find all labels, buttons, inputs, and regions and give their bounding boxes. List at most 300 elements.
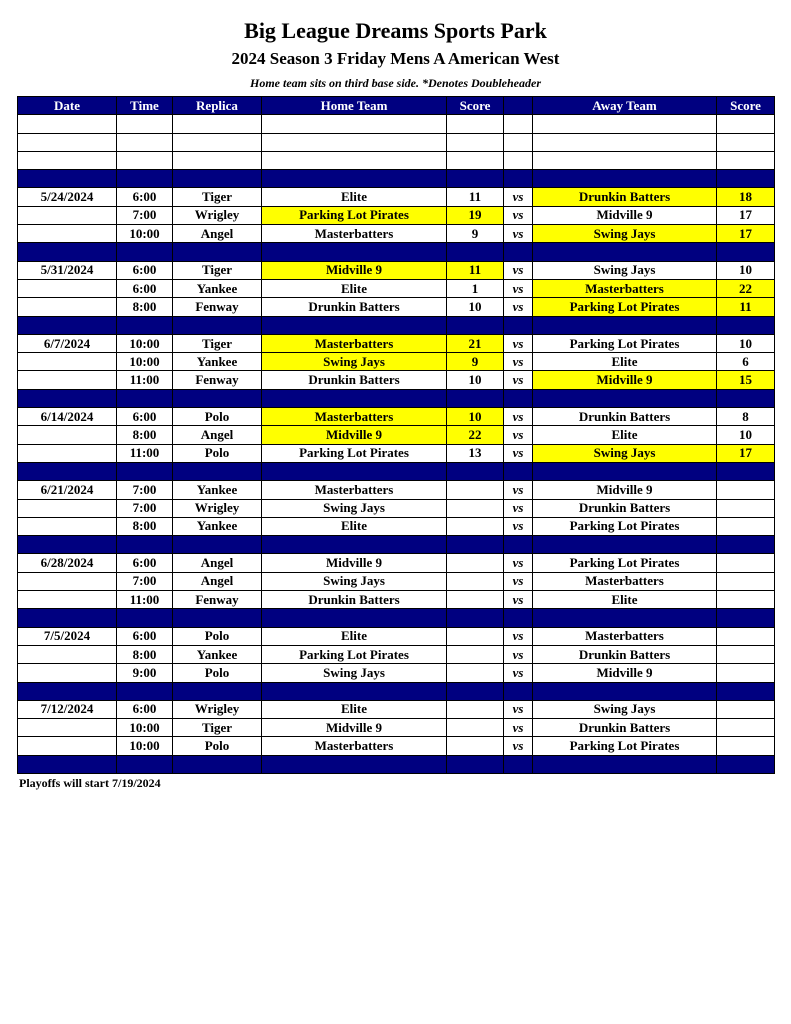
empty-cell bbox=[533, 389, 717, 407]
schedule-body bbox=[18, 115, 775, 774]
empty-cell bbox=[117, 682, 173, 700]
home-score: 11 bbox=[447, 261, 504, 279]
game-time: 6:00 bbox=[117, 261, 173, 279]
week-separator bbox=[18, 316, 775, 334]
home-score bbox=[447, 481, 504, 499]
empty-cell bbox=[533, 243, 717, 261]
game-row bbox=[18, 645, 775, 663]
empty-cell bbox=[717, 316, 775, 334]
game-replica-field: Tiger bbox=[173, 261, 262, 279]
empty-cell bbox=[504, 389, 533, 407]
home-team: Midville 9 bbox=[262, 719, 447, 737]
empty-cell bbox=[18, 755, 117, 773]
empty-cell bbox=[533, 151, 717, 169]
home-team: Elite bbox=[262, 700, 447, 718]
home-team: Swing Jays bbox=[262, 353, 447, 371]
col-header-home-team: Home Team bbox=[262, 97, 447, 115]
empty-cell bbox=[447, 462, 504, 480]
empty-cell bbox=[262, 115, 447, 133]
away-team: Swing Jays bbox=[533, 261, 717, 279]
empty-cell bbox=[717, 755, 775, 773]
game-date bbox=[18, 371, 117, 389]
game-date: 6/7/2024 bbox=[18, 334, 117, 352]
empty-cell bbox=[173, 115, 262, 133]
empty-cell bbox=[262, 170, 447, 188]
away-team: Elite bbox=[533, 591, 717, 609]
empty-cell bbox=[533, 462, 717, 480]
game-date: 7/12/2024 bbox=[18, 700, 117, 718]
game-time: 6:00 bbox=[117, 627, 173, 645]
game-date: 6/14/2024 bbox=[18, 408, 117, 426]
away-score bbox=[717, 737, 775, 755]
game-row bbox=[18, 481, 775, 499]
game-row bbox=[18, 627, 775, 645]
empty-cell bbox=[117, 389, 173, 407]
home-score bbox=[447, 499, 504, 517]
game-replica-field: Polo bbox=[173, 444, 262, 462]
game-row bbox=[18, 261, 775, 279]
home-score bbox=[447, 664, 504, 682]
game-time: 8:00 bbox=[117, 298, 173, 316]
vs-label: vs bbox=[504, 444, 533, 462]
empty-cell bbox=[533, 755, 717, 773]
vs-label: vs bbox=[504, 719, 533, 737]
game-row bbox=[18, 719, 775, 737]
game-time: 6:00 bbox=[117, 279, 173, 297]
game-date bbox=[18, 426, 117, 444]
home-score: 13 bbox=[447, 444, 504, 462]
empty-cell bbox=[18, 151, 117, 169]
empty-cell bbox=[262, 133, 447, 151]
away-team: Masterbatters bbox=[533, 279, 717, 297]
home-team: Drunkin Batters bbox=[262, 298, 447, 316]
vs-label: vs bbox=[504, 591, 533, 609]
game-time: 6:00 bbox=[117, 188, 173, 206]
game-time: 10:00 bbox=[117, 719, 173, 737]
home-score bbox=[447, 554, 504, 572]
game-date bbox=[18, 444, 117, 462]
empty-cell bbox=[447, 151, 504, 169]
home-team: Swing Jays bbox=[262, 664, 447, 682]
game-row bbox=[18, 298, 775, 316]
away-score: 8 bbox=[717, 408, 775, 426]
game-replica-field: Polo bbox=[173, 737, 262, 755]
game-replica-field: Yankee bbox=[173, 517, 262, 535]
home-team: Elite bbox=[262, 188, 447, 206]
game-replica-field: Tiger bbox=[173, 334, 262, 352]
away-team: Elite bbox=[533, 353, 717, 371]
empty-cell bbox=[504, 462, 533, 480]
empty-cell bbox=[173, 151, 262, 169]
home-score: 11 bbox=[447, 188, 504, 206]
week-separator bbox=[18, 682, 775, 700]
away-team: Midville 9 bbox=[533, 664, 717, 682]
game-date bbox=[18, 298, 117, 316]
home-team: Midville 9 bbox=[262, 261, 447, 279]
empty-cell bbox=[117, 151, 173, 169]
home-team: Elite bbox=[262, 279, 447, 297]
empty-cell bbox=[447, 609, 504, 627]
away-score bbox=[717, 645, 775, 663]
empty-cell bbox=[117, 115, 173, 133]
game-date bbox=[18, 719, 117, 737]
away-score: 22 bbox=[717, 279, 775, 297]
empty-cell bbox=[504, 170, 533, 188]
vs-label: vs bbox=[504, 206, 533, 224]
game-time: 10:00 bbox=[117, 737, 173, 755]
game-row bbox=[18, 188, 775, 206]
away-team: Swing Jays bbox=[533, 700, 717, 718]
game-replica-field: Wrigley bbox=[173, 700, 262, 718]
empty-cell bbox=[533, 115, 717, 133]
week-separator bbox=[18, 609, 775, 627]
home-team: Masterbatters bbox=[262, 225, 447, 243]
game-time: 7:00 bbox=[117, 481, 173, 499]
empty-cell bbox=[504, 755, 533, 773]
empty-cell bbox=[173, 389, 262, 407]
away-score bbox=[717, 554, 775, 572]
empty-cell bbox=[262, 462, 447, 480]
game-replica-field: Angel bbox=[173, 572, 262, 590]
vs-label: vs bbox=[504, 298, 533, 316]
empty-cell bbox=[173, 170, 262, 188]
game-row bbox=[18, 554, 775, 572]
away-score: 10 bbox=[717, 261, 775, 279]
away-team: Parking Lot Pirates bbox=[533, 517, 717, 535]
home-team: Parking Lot Pirates bbox=[262, 645, 447, 663]
empty-cell bbox=[262, 389, 447, 407]
empty-cell bbox=[262, 682, 447, 700]
game-row bbox=[18, 737, 775, 755]
game-row bbox=[18, 426, 775, 444]
vs-label: vs bbox=[504, 279, 533, 297]
away-score: 11 bbox=[717, 298, 775, 316]
away-score: 17 bbox=[717, 225, 775, 243]
home-score: 21 bbox=[447, 334, 504, 352]
empty-cell bbox=[18, 170, 117, 188]
empty-cell bbox=[262, 243, 447, 261]
game-date: 6/21/2024 bbox=[18, 481, 117, 499]
empty-cell bbox=[717, 151, 775, 169]
empty-cell bbox=[717, 115, 775, 133]
empty-cell bbox=[504, 151, 533, 169]
week-separator bbox=[18, 170, 775, 188]
game-row bbox=[18, 371, 775, 389]
game-replica-field: Angel bbox=[173, 225, 262, 243]
vs-label: vs bbox=[504, 371, 533, 389]
game-replica-field: Yankee bbox=[173, 353, 262, 371]
game-date bbox=[18, 279, 117, 297]
empty-cell bbox=[717, 243, 775, 261]
empty-cell bbox=[504, 536, 533, 554]
game-replica-field: Fenway bbox=[173, 591, 262, 609]
home-team: Swing Jays bbox=[262, 499, 447, 517]
game-replica-field: Wrigley bbox=[173, 206, 262, 224]
home-score: 1 bbox=[447, 279, 504, 297]
empty-cell bbox=[173, 316, 262, 334]
empty-cell bbox=[262, 755, 447, 773]
game-date: 5/24/2024 bbox=[18, 188, 117, 206]
home-score bbox=[447, 737, 504, 755]
game-time: 6:00 bbox=[117, 408, 173, 426]
empty-cell bbox=[173, 755, 262, 773]
away-team: Midville 9 bbox=[533, 481, 717, 499]
empty-cell bbox=[717, 133, 775, 151]
empty-cell bbox=[504, 682, 533, 700]
blank-row bbox=[18, 133, 775, 151]
vs-label: vs bbox=[504, 572, 533, 590]
home-team: Drunkin Batters bbox=[262, 591, 447, 609]
home-team: Elite bbox=[262, 627, 447, 645]
home-score: 10 bbox=[447, 298, 504, 316]
empty-cell bbox=[117, 755, 173, 773]
away-score bbox=[717, 481, 775, 499]
game-replica-field: Tiger bbox=[173, 188, 262, 206]
empty-cell bbox=[117, 536, 173, 554]
home-team: Drunkin Batters bbox=[262, 371, 447, 389]
game-time: 11:00 bbox=[117, 591, 173, 609]
game-row bbox=[18, 408, 775, 426]
game-replica-field: Yankee bbox=[173, 481, 262, 499]
blank-row bbox=[18, 115, 775, 133]
away-score: 17 bbox=[717, 206, 775, 224]
game-row bbox=[18, 444, 775, 462]
empty-cell bbox=[717, 609, 775, 627]
vs-label: vs bbox=[504, 645, 533, 663]
away-team: Midville 9 bbox=[533, 371, 717, 389]
empty-cell bbox=[173, 609, 262, 627]
away-team: Drunkin Batters bbox=[533, 499, 717, 517]
away-score bbox=[717, 591, 775, 609]
vs-label: vs bbox=[504, 225, 533, 243]
blank-row bbox=[18, 151, 775, 169]
game-time: 6:00 bbox=[117, 554, 173, 572]
home-team: Masterbatters bbox=[262, 408, 447, 426]
home-score: 10 bbox=[447, 371, 504, 389]
schedule-table bbox=[17, 96, 775, 774]
empty-cell bbox=[533, 536, 717, 554]
vs-label: vs bbox=[504, 334, 533, 352]
home-team: Masterbatters bbox=[262, 481, 447, 499]
game-time: 9:00 bbox=[117, 664, 173, 682]
game-replica-field: Polo bbox=[173, 408, 262, 426]
empty-cell bbox=[504, 316, 533, 334]
home-score bbox=[447, 627, 504, 645]
game-date bbox=[18, 664, 117, 682]
game-row bbox=[18, 353, 775, 371]
game-row bbox=[18, 664, 775, 682]
game-replica-field: Fenway bbox=[173, 298, 262, 316]
game-replica-field: Polo bbox=[173, 627, 262, 645]
empty-cell bbox=[173, 462, 262, 480]
vs-label: vs bbox=[504, 627, 533, 645]
empty-cell bbox=[447, 243, 504, 261]
empty-cell bbox=[533, 682, 717, 700]
home-team: Parking Lot Pirates bbox=[262, 444, 447, 462]
game-time: 6:00 bbox=[117, 700, 173, 718]
game-row bbox=[18, 517, 775, 535]
game-date bbox=[18, 499, 117, 517]
game-date: 5/31/2024 bbox=[18, 261, 117, 279]
game-replica-field: Fenway bbox=[173, 371, 262, 389]
away-score bbox=[717, 499, 775, 517]
empty-cell bbox=[117, 316, 173, 334]
away-score bbox=[717, 700, 775, 718]
vs-label: vs bbox=[504, 517, 533, 535]
empty-cell bbox=[262, 316, 447, 334]
empty-cell bbox=[504, 609, 533, 627]
home-score bbox=[447, 591, 504, 609]
empty-cell bbox=[447, 133, 504, 151]
empty-cell bbox=[447, 755, 504, 773]
away-score bbox=[717, 719, 775, 737]
table-header-row bbox=[18, 97, 775, 115]
page-title: Big League Dreams Sports Park bbox=[244, 18, 547, 43]
empty-cell bbox=[173, 133, 262, 151]
home-team: Swing Jays bbox=[262, 572, 447, 590]
game-time: 7:00 bbox=[117, 206, 173, 224]
game-row bbox=[18, 225, 775, 243]
col-header-away-team: Away Team bbox=[533, 97, 717, 115]
home-score bbox=[447, 517, 504, 535]
home-team: Masterbatters bbox=[262, 334, 447, 352]
home-team: Midville 9 bbox=[262, 554, 447, 572]
vs-label: vs bbox=[504, 700, 533, 718]
game-row bbox=[18, 206, 775, 224]
empty-cell bbox=[117, 462, 173, 480]
empty-cell bbox=[447, 316, 504, 334]
game-row bbox=[18, 591, 775, 609]
home-team: Elite bbox=[262, 517, 447, 535]
game-date bbox=[18, 517, 117, 535]
away-team: Swing Jays bbox=[533, 444, 717, 462]
away-team: Parking Lot Pirates bbox=[533, 554, 717, 572]
playoffs-note: Playoffs will start 7/19/2024 bbox=[19, 776, 161, 790]
col-header-home-score: Score bbox=[447, 97, 504, 115]
away-team: Parking Lot Pirates bbox=[533, 334, 717, 352]
away-team: Masterbatters bbox=[533, 627, 717, 645]
empty-cell bbox=[18, 115, 117, 133]
col-header-away-score: Score bbox=[717, 97, 775, 115]
page-subtitle: 2024 Season 3 Friday Mens A American West bbox=[231, 49, 560, 68]
col-header-replica: Replica bbox=[173, 97, 262, 115]
game-date: 6/28/2024 bbox=[18, 554, 117, 572]
away-team: Drunkin Batters bbox=[533, 188, 717, 206]
home-score: 10 bbox=[447, 408, 504, 426]
vs-label: vs bbox=[504, 408, 533, 426]
empty-cell bbox=[18, 133, 117, 151]
empty-cell bbox=[117, 243, 173, 261]
empty-cell bbox=[18, 389, 117, 407]
away-score: 10 bbox=[717, 426, 775, 444]
home-team: Midville 9 bbox=[262, 426, 447, 444]
game-time: 10:00 bbox=[117, 225, 173, 243]
empty-cell bbox=[173, 536, 262, 554]
home-team: Parking Lot Pirates bbox=[262, 206, 447, 224]
game-replica-field: Tiger bbox=[173, 719, 262, 737]
empty-cell bbox=[447, 682, 504, 700]
empty-cell bbox=[117, 609, 173, 627]
game-row bbox=[18, 334, 775, 352]
game-date bbox=[18, 225, 117, 243]
away-team: Swing Jays bbox=[533, 225, 717, 243]
away-score bbox=[717, 627, 775, 645]
empty-cell bbox=[447, 389, 504, 407]
game-time: 7:00 bbox=[117, 499, 173, 517]
empty-cell bbox=[18, 243, 117, 261]
empty-cell bbox=[533, 316, 717, 334]
game-replica-field: Angel bbox=[173, 554, 262, 572]
week-separator bbox=[18, 755, 775, 773]
game-replica-field: Yankee bbox=[173, 279, 262, 297]
game-row bbox=[18, 700, 775, 718]
home-score bbox=[447, 700, 504, 718]
away-score: 17 bbox=[717, 444, 775, 462]
week-separator bbox=[18, 389, 775, 407]
home-score: 22 bbox=[447, 426, 504, 444]
game-date bbox=[18, 206, 117, 224]
empty-cell bbox=[117, 170, 173, 188]
game-date bbox=[18, 572, 117, 590]
game-replica-field: Yankee bbox=[173, 645, 262, 663]
empty-cell bbox=[533, 133, 717, 151]
empty-cell bbox=[262, 609, 447, 627]
away-score: 6 bbox=[717, 353, 775, 371]
vs-label: vs bbox=[504, 426, 533, 444]
empty-cell bbox=[117, 133, 173, 151]
game-date bbox=[18, 591, 117, 609]
home-team: Masterbatters bbox=[262, 737, 447, 755]
home-score: 9 bbox=[447, 353, 504, 371]
away-score: 10 bbox=[717, 334, 775, 352]
empty-cell bbox=[18, 609, 117, 627]
game-time: 10:00 bbox=[117, 334, 173, 352]
col-header-time: Time bbox=[117, 97, 173, 115]
empty-cell bbox=[18, 462, 117, 480]
away-team: Drunkin Batters bbox=[533, 408, 717, 426]
empty-cell bbox=[717, 462, 775, 480]
game-time: 10:00 bbox=[117, 353, 173, 371]
empty-cell bbox=[717, 389, 775, 407]
home-score bbox=[447, 645, 504, 663]
week-separator bbox=[18, 536, 775, 554]
away-team: Drunkin Batters bbox=[533, 719, 717, 737]
vs-label: vs bbox=[504, 261, 533, 279]
away-team: Parking Lot Pirates bbox=[533, 737, 717, 755]
empty-cell bbox=[447, 115, 504, 133]
away-team: Parking Lot Pirates bbox=[533, 298, 717, 316]
away-team: Elite bbox=[533, 426, 717, 444]
game-time: 8:00 bbox=[117, 426, 173, 444]
game-date bbox=[18, 645, 117, 663]
game-time: 11:00 bbox=[117, 444, 173, 462]
game-row bbox=[18, 279, 775, 297]
away-team: Midville 9 bbox=[533, 206, 717, 224]
game-time: 7:00 bbox=[117, 572, 173, 590]
empty-cell bbox=[504, 133, 533, 151]
away-team: Masterbatters bbox=[533, 572, 717, 590]
empty-cell bbox=[533, 609, 717, 627]
empty-cell bbox=[717, 682, 775, 700]
vs-label: vs bbox=[504, 481, 533, 499]
home-score bbox=[447, 719, 504, 737]
empty-cell bbox=[717, 536, 775, 554]
game-time: 8:00 bbox=[117, 517, 173, 535]
game-replica-field: Polo bbox=[173, 664, 262, 682]
empty-cell bbox=[18, 682, 117, 700]
game-date bbox=[18, 353, 117, 371]
col-header-date: Date bbox=[18, 97, 117, 115]
